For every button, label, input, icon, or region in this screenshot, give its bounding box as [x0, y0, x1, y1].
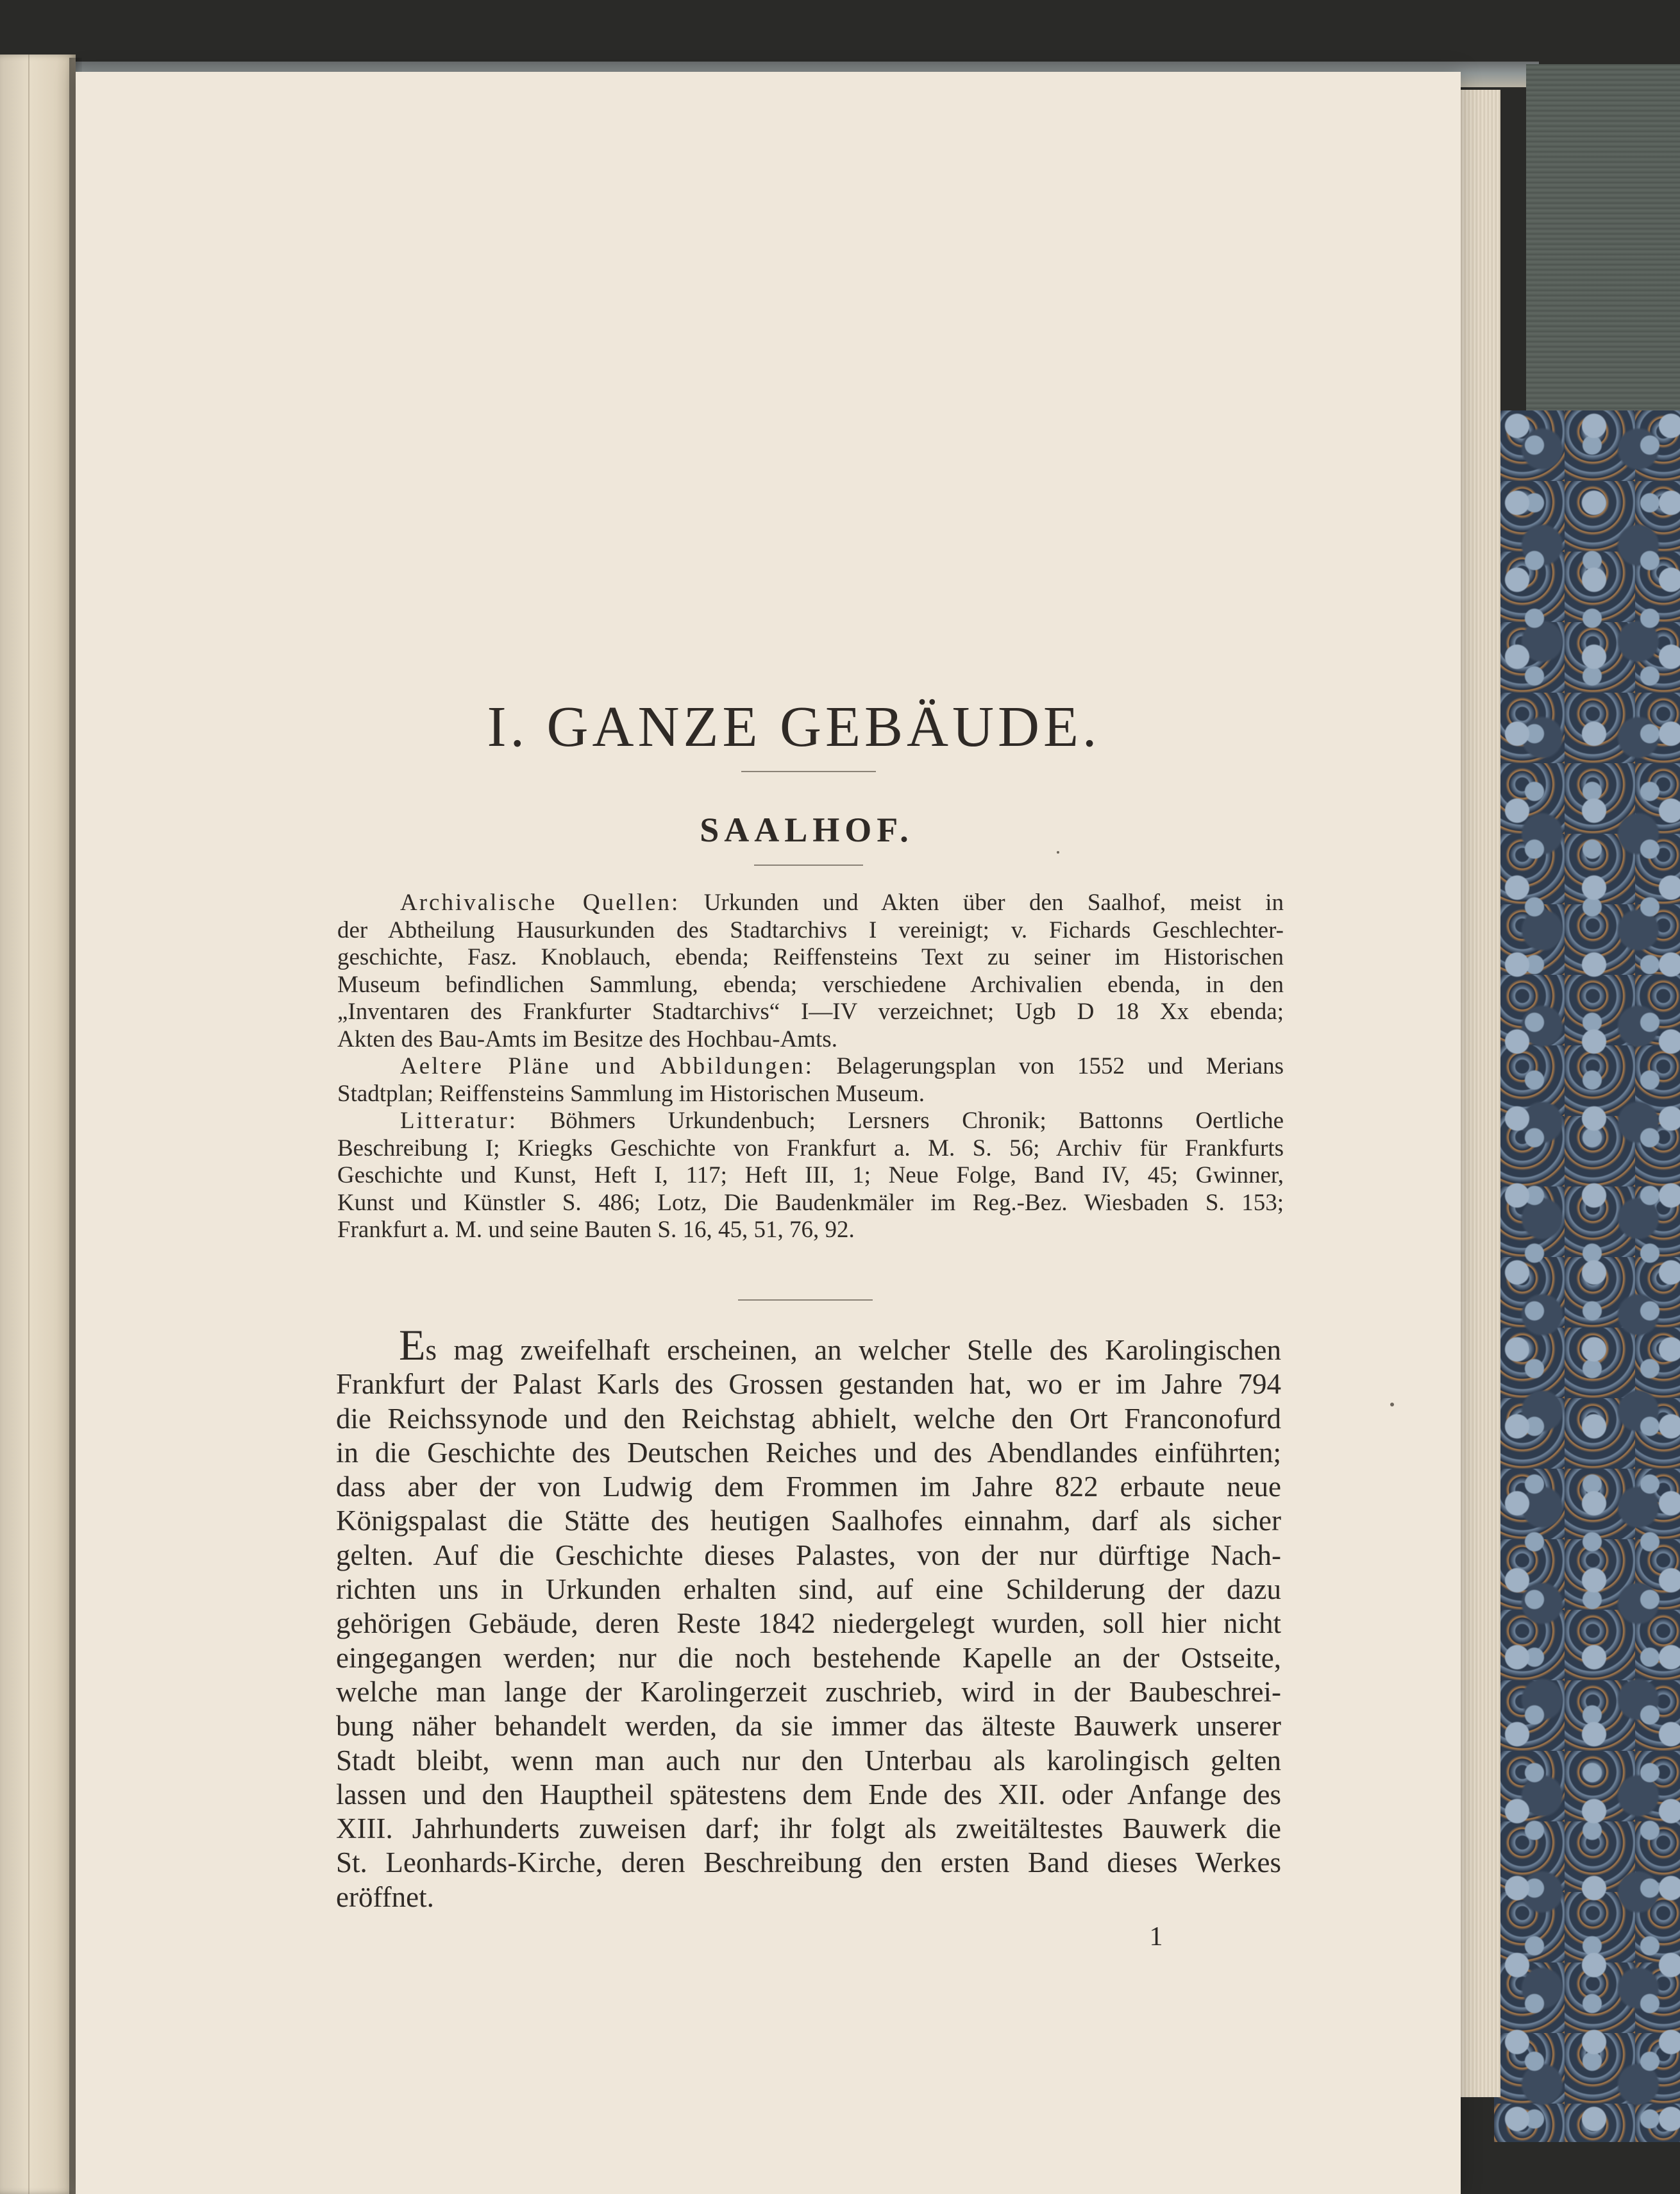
bibliography-text: Belagerungsplan von 1552 und Merians [813, 1053, 1284, 1079]
body-line: richten uns in Urkunden erhalten sind, auf eine Schilderung der dazu [336, 1573, 1281, 1606]
bibliography-line: geschichte, Fasz. Knoblauch, ebenda; Reiffensteins Text zu seiner im Historischen [337, 944, 1284, 970]
section-title: SAALHOF. [700, 811, 914, 849]
bibliography-block [337, 890, 1284, 1244]
body-line: gehörigen Gebäude, deren Reste 1842 niedergelegt wurden, soll hier nicht [336, 1607, 1281, 1640]
body-line: St. Leonhards-Kirche, deren Beschreibung den ersten Band dieses Werkes [336, 1846, 1281, 1879]
divider-rule [738, 1299, 873, 1301]
bibliography-line: Frankfurt a. M. und seine Bauten S. 16, 45, 51, 76, 92. [337, 1217, 855, 1243]
bibliography-line: Geschichte und Kunst, Heft I, 117; Heft III, 1; Neue Folge, Band IV, 45; Gwinner, [337, 1162, 1284, 1188]
page-number: 1 [1149, 1922, 1163, 1952]
page [76, 72, 1461, 2194]
divider-rule [741, 771, 876, 772]
divider-rule [754, 865, 863, 866]
bibliography-line [337, 1108, 1284, 1135]
bibliography-line [337, 890, 1284, 917]
left-page-edge [0, 55, 76, 2194]
bibliography-text: Urkunden und Akten über den Saalhof, meist in [680, 890, 1284, 916]
body-line: gelten. Auf die Geschichte dieses Palastes, von der nur dürftige Nach- [336, 1539, 1281, 1571]
body-line: die Reichssynode und den Reichstag abhielt, welche den Ort Franconofurd [336, 1402, 1281, 1435]
bibliography-line: „Inventaren des Frankfurter Stadtarchivs“ I—IV verzeichnet; Ugb D 18 Xx ebenda; [337, 999, 1284, 1025]
body-line: dass aber der von Ludwig dem Frommen im Jahre 822 erbaute neue [336, 1471, 1281, 1503]
body-line: Königspalast die Stätte des heutigen Saalhofes einnahm, darf als sicher [336, 1505, 1281, 1537]
bibliography-lead: Aeltere Pläne und Abbildungen: [400, 1053, 814, 1079]
body-line: Stadt bleibt, wenn man auch nur den Unterbau als karolingisch gelten [336, 1744, 1281, 1776]
body-line: in die Geschichte des Deutschen Reiches und des Abendlandes einführten; [336, 1436, 1281, 1469]
body-line: lassen und den Hauptheil spätestens dem Ende des XII. oder Anfange des [336, 1778, 1281, 1810]
body-line: XIII. Jahrhunderts zuweisen darf; ihr folgt als zweitältestes Bauwerk die [336, 1812, 1281, 1845]
body-paragraph [336, 1321, 1281, 1914]
page-stack-edge [1456, 90, 1500, 2097]
bibliography-line: der Abtheilung Hausurkunden des Stadtarchivs I vereinigt; v. Fichards Geschlechter- [337, 916, 1284, 943]
paper-speck [1390, 1403, 1394, 1406]
body-line [336, 1321, 1281, 1369]
bibliography-lead: Archivalische Quellen: [400, 890, 680, 916]
marbled-endpaper [1494, 410, 1680, 2142]
body-line: eröffnet. [336, 1880, 434, 1913]
paper-speck [1057, 851, 1059, 854]
bibliography-line: Stadtplan; Reiffensteins Sammlung im Historischen Museum. [337, 1080, 925, 1107]
bibliography-text: Böhmers Urkundenbuch; Lersners Chronik; Battonns Oertliche [517, 1108, 1284, 1134]
initial-letter: E [399, 1321, 426, 1369]
bibliography-line [337, 1053, 1284, 1081]
body-line-text: s mag zweifelhaft erscheinen, an welcher Stelle des Karolingischen [425, 1334, 1281, 1366]
bibliography-line: Museum befindlichen Sammlung, ebenda; verschiedene Archivalien ebenda, in den [337, 971, 1284, 998]
body-line: eingegangen werden; nur die noch bestehende Kapelle an der Ostseite, [336, 1641, 1281, 1674]
bibliography-lead: Litteratur: [400, 1108, 517, 1134]
bibliography-line: Beschreibung I; Kriegks Geschichte von Frankfurt a. M. S. 56; Archiv für Frankfurts [337, 1135, 1284, 1161]
body-line: Frankfurt der Palast Karls des Grossen gestanden hat, wo er im Jahre 794 [336, 1368, 1281, 1401]
bibliography-line: Akten des Bau-Amts im Besitze des Hochbau-Amts. [337, 1025, 837, 1052]
bibliography-line: Kunst und Künstler S. 486; Lotz, Die Baudenkmäler im Reg.-Bez. Wiesbaden S. 153; [337, 1189, 1284, 1216]
body-line: welche man lange der Karolingerzeit zuschrieb, wird in der Baubeschrei- [336, 1675, 1281, 1708]
body-line: bung näher behandelt werden, da sie immer das älteste Bauwerk unserer [336, 1710, 1281, 1743]
chapter-title: I. GANZE GEBÄUDE. [487, 695, 1101, 759]
